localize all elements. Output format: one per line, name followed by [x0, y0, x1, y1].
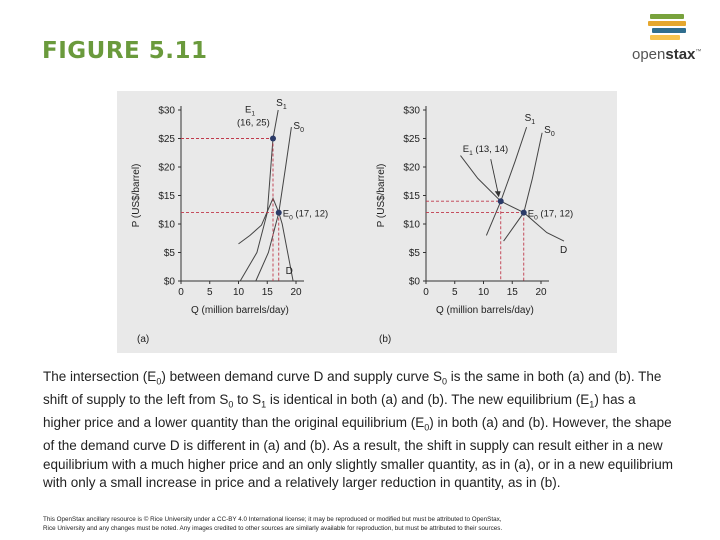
caption-sub: 0	[228, 399, 234, 410]
point-label-e1: $E_1$	[245, 104, 256, 118]
panel-label: (b)	[379, 334, 392, 345]
series-label-s1: $S_1$	[276, 98, 287, 111]
y-tick-label: $0	[163, 276, 175, 288]
caption-sub: 1	[589, 399, 595, 410]
caption-text: is the same in both (a) and (b). The shift of supply to the left from S	[43, 369, 662, 408]
logo-bar	[648, 21, 686, 26]
y-tick-label: $15	[403, 191, 420, 202]
x-tick-label: 5	[451, 287, 458, 298]
panel-label: (a)	[137, 334, 150, 345]
logo-text-stax: stax	[665, 46, 696, 63]
logo-tm: ™	[695, 49, 702, 55]
y-tick-label: $20	[403, 162, 420, 174]
curve-s0	[504, 133, 542, 241]
caption-sub: 0	[156, 376, 162, 387]
x-tick-label: 20	[290, 287, 302, 298]
y-tick-label: $5	[163, 248, 175, 259]
logo-bars-icon	[646, 14, 686, 42]
license-footer	[43, 516, 683, 533]
x-axis-label: Q (million barrels/day)	[191, 305, 289, 316]
x-tick-label: 15	[261, 287, 273, 298]
y-axis-label: P (US$/barrel)	[376, 163, 387, 228]
x-tick-label: 0	[178, 287, 184, 298]
y-tick-label: $20	[158, 162, 175, 174]
caption-sub: 1	[261, 399, 267, 410]
y-tick-label: $5	[408, 248, 420, 259]
openstax-logo	[632, 14, 712, 70]
point-label-e0: $E_0$ (17, 12)	[527, 208, 574, 222]
figure-panel	[117, 91, 617, 353]
point-e0	[521, 210, 527, 216]
y-tick-label: $0	[408, 276, 420, 288]
series-label-s1: $S_1$	[524, 113, 536, 127]
logo-text	[632, 46, 701, 63]
x-tick-label: 10	[477, 287, 490, 298]
caption-text: ) in both (a) and (b). However, the shape of the demand curve D is different in (a) and (b). As a result, the shift in supply can result either in a new equilibrium with a much higher price and an only slightly smaller quantity, as in (a), or in a new equilibrium with only a small increase in price and a relatively larger reduction in quantity, as in (b).	[43, 415, 674, 491]
figure-svg	[117, 91, 617, 353]
caption-text: to S	[233, 392, 262, 408]
x-tick-label: 20	[535, 287, 547, 298]
y-tick-label: $25	[403, 134, 420, 145]
logo-bar	[652, 28, 686, 33]
y-tick-label: $10	[403, 219, 420, 231]
series-label-s0: $S_0$	[293, 121, 304, 135]
x-axis-label: Q (million barrels/day)	[436, 305, 534, 316]
y-tick-label: $15	[158, 191, 175, 202]
y-tick-label: $30	[158, 105, 175, 117]
point-label-e0: $E_0$ (17, 12)	[282, 208, 329, 222]
footer-line: This OpenStax ancillary resource is © Rice University under a CC-BY 4.0 International license; it may be reproduced or modified but must be attributed to OpenStax,	[43, 516, 502, 523]
logo-text-open: open	[632, 46, 666, 63]
caption-sub: 0	[424, 422, 430, 433]
x-tick-label: 10	[232, 287, 245, 298]
point-e1	[270, 136, 276, 142]
pointer-arrow	[491, 159, 499, 196]
point-coords-e1: (16, 25)	[237, 117, 270, 129]
x-tick-label: 0	[423, 287, 429, 298]
caption-text: ) between demand curve D and supply curve S	[161, 369, 442, 384]
x-tick-label: 5	[206, 287, 213, 298]
caption-text: ) has a higher price and a lower quantity than the original equilibrium (E	[43, 392, 636, 431]
series-label-d: D	[285, 266, 293, 278]
caption-text: is identical in both (a) and (b). The new equilibrium (E	[266, 392, 590, 408]
y-axis-label: P (US$/barrel)	[131, 163, 142, 228]
point-e0	[276, 210, 282, 216]
logo-bar	[650, 35, 680, 40]
x-tick-label: 15	[506, 287, 518, 298]
point-label-e1: $E_1$ (13, 14)	[462, 144, 509, 158]
y-tick-label: $30	[403, 105, 420, 117]
footer-line: Rice University and any changes must be noted. Any images credited to other sources are similarly available for reproduction, but must be attributed to their sources.	[43, 524, 503, 532]
y-tick-label: $10	[158, 219, 175, 231]
y-tick-label: $25	[158, 134, 175, 145]
caption-text: The intersection (E	[43, 369, 157, 384]
series-label-d: D	[560, 245, 568, 257]
point-e1	[498, 198, 504, 204]
caption-sub: 0	[441, 376, 447, 387]
curve-s0	[256, 127, 292, 281]
figure-caption	[43, 368, 675, 493]
series-label-s0: $S_0$	[544, 124, 555, 138]
page-title: FIGURE 5.11	[42, 38, 208, 64]
logo-bar	[650, 14, 684, 19]
